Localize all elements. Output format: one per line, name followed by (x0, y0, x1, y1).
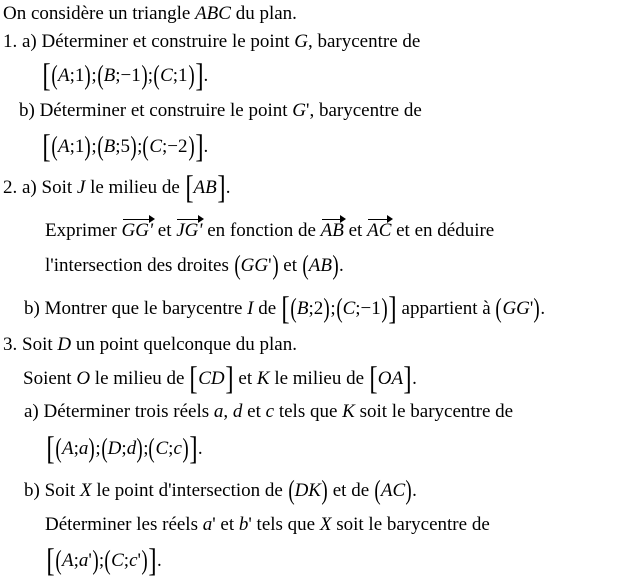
question-3-line2: Soient O le milieu de [CD] et K le milieu de [OA]. (23, 361, 417, 397)
question-3b-line2: Déterminer les réels a' et b' tels que X soit le barycentre de (45, 514, 490, 535)
question-1a-system: [(A;1);(B;−1);(C;1)]. (42, 58, 209, 94)
question-2a-line2: Exprimer GG' et JG' en fonction de AB et AC et en déduire (45, 220, 495, 241)
question-3a: a) Déterminer trois réels a, d et c tels que K soit le barycentre de (24, 401, 514, 422)
question-1b: b) Déterminer et construire le point G', barycentre de (19, 100, 422, 121)
question-3a-system: [(A;a);(D;d);(C;c)]. (46, 431, 203, 467)
question-3b: b) Soit X le point d'intersection de (DK) et de (AC). (24, 475, 417, 505)
question-3b-system: [(A;a');(C;c')]. (46, 543, 162, 579)
intro-line: On considère un triangle ABC du plan. (3, 3, 297, 24)
question-1b-system: [(A;1);(B;5);(C;−2)]. (42, 129, 209, 165)
question-2a: 2. a) Soit J le milieu de [AB]. (3, 170, 231, 206)
question-2a-line3: l'intersection des droites (GG') et (AB). (45, 250, 344, 280)
question-3: 3. Soit D un point quelconque du plan. (3, 334, 297, 355)
question-1a: 1. a) Déterminer et construire le point G, barycentre de (3, 31, 421, 52)
question-2b: b) Montrer que le barycentre I de [(B;2);(C;−1)] appartient à (GG'). (24, 291, 546, 327)
